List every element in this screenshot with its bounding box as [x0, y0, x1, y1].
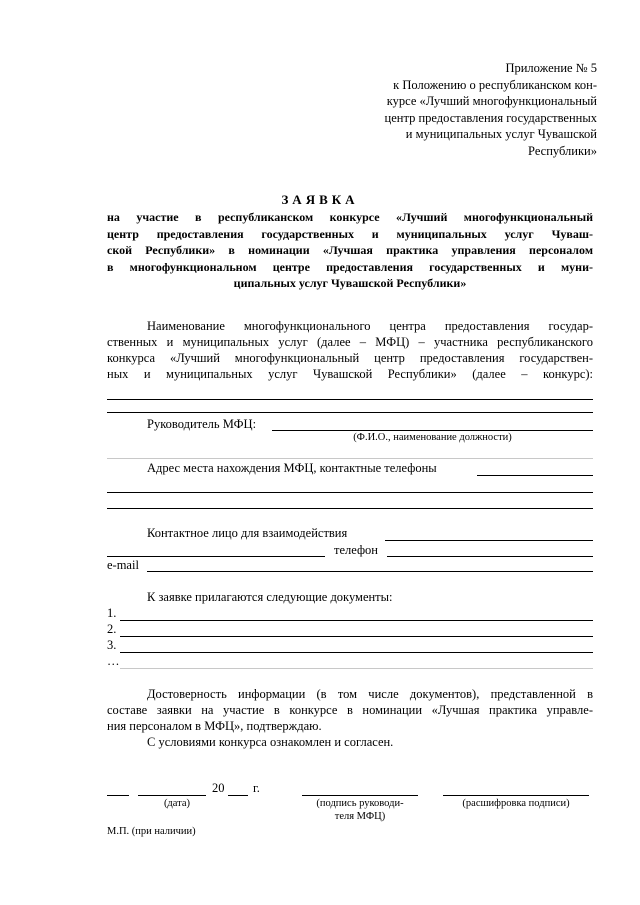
stamp-label: М.П. (при наличии)	[107, 826, 196, 837]
month-fill-line[interactable]	[138, 795, 206, 796]
document-item-number: 1.	[107, 606, 117, 620]
intro-line: Наименование многофункционального центра предоставления государ-	[147, 319, 593, 333]
intro-paragraph	[107, 318, 593, 382]
phone-label: телефон	[334, 543, 378, 557]
head-label: Руководитель МФЦ:	[147, 417, 257, 431]
subtitle-line: ципальных услуг Чувашской Республики»	[233, 276, 467, 290]
fill-line[interactable]	[107, 458, 593, 459]
date-hint: (дата)	[163, 798, 191, 809]
intro-line: ных и муниципальных услуг Чувашской Республики» (далее – конкурс):	[107, 367, 593, 381]
signature-fill-line[interactable]	[302, 795, 418, 796]
appendix-line: Республики»	[528, 143, 597, 158]
email-label: e-mail	[107, 558, 139, 572]
subtitle-line: в многофункциональном центре предоставления государственных и муни-	[107, 259, 593, 274]
appendix-header	[335, 60, 597, 159]
document-item-number: 3.	[107, 638, 117, 652]
intro-line: конкурса «Лучший многофункциональный центр предоставления государствен-	[107, 351, 593, 365]
year-prefix: 20	[212, 781, 225, 795]
agree-line: С условиями конкурса ознакомлен и согласен.	[147, 735, 394, 749]
fill-line[interactable]	[107, 412, 593, 413]
year-suffix: г.	[253, 781, 260, 795]
phone-fill-line[interactable]	[387, 556, 593, 557]
head-fill-line[interactable]	[272, 430, 593, 431]
decode-hint: (расшифровка подписи)	[462, 798, 570, 809]
decode-fill-line[interactable]	[443, 795, 589, 796]
document-fill-line[interactable]	[120, 652, 593, 653]
intro-line: ственных и муниципальных услуг (далее – МФЦ) – участника республиканского	[107, 335, 593, 349]
confirmation-line: ния персоналом в МФЦ», подтверждаю.	[107, 719, 322, 733]
appendix-line: к Положению о республиканском кон-	[393, 77, 597, 92]
signature-hint: (подпись руководи-	[316, 798, 404, 809]
contact-fill-line-2[interactable]	[107, 556, 325, 557]
document-title: ЗАЯВКА	[281, 192, 359, 207]
appendix-line: и муниципальных услуг Чувашской	[405, 127, 597, 141]
head-hint: (Ф.И.О., наименование должности)	[353, 432, 512, 443]
document-fill-line[interactable]	[120, 620, 593, 621]
subtitle-line: центр предоставления государственных и муниципальных услуг Чуваш-	[107, 226, 593, 241]
contact-label: Контактное лицо для взаимодействия	[147, 526, 348, 540]
document-item-number: 2.	[107, 622, 117, 636]
subtitle-line: на участие в республиканском конкурсе «Лучший многофункциональный	[107, 210, 593, 224]
fill-line[interactable]	[107, 492, 593, 493]
fill-line[interactable]	[107, 399, 593, 400]
signature-hint: теля МФЦ)	[334, 811, 386, 822]
document-fill-line[interactable]	[120, 636, 593, 637]
confirmation-line: составе заявки на участие в конкурсе в номинации «Лучшая практика управле-	[107, 703, 593, 717]
documents-label: К заявке прилагаются следующие документы:	[147, 590, 393, 604]
document-item-number: …	[107, 654, 120, 668]
address-label: Адрес места нахождения МФЦ, контактные телефоны	[147, 461, 437, 475]
email-fill-line[interactable]	[147, 571, 593, 572]
confirmation-line: Достоверность информации (в том числе документов), представленной в	[147, 687, 593, 701]
appendix-line: центр предоставления государственных	[384, 110, 597, 125]
appendix-line: курсе «Лучший многофункциональный	[386, 94, 597, 108]
year-fill-line[interactable]	[228, 795, 248, 796]
contact-fill-line[interactable]	[385, 540, 593, 541]
appendix-line: Приложение № 5	[505, 61, 597, 75]
document-fill-line[interactable]	[120, 668, 593, 669]
subtitle-line: ской Республики» в номинации «Лучшая практика управления персоналом	[107, 243, 593, 257]
fill-line[interactable]	[107, 508, 593, 509]
day-fill-line[interactable]	[107, 795, 129, 796]
document-subtitle	[107, 209, 593, 292]
address-fill-line[interactable]	[477, 475, 593, 476]
confirmation-paragraph	[107, 686, 593, 750]
